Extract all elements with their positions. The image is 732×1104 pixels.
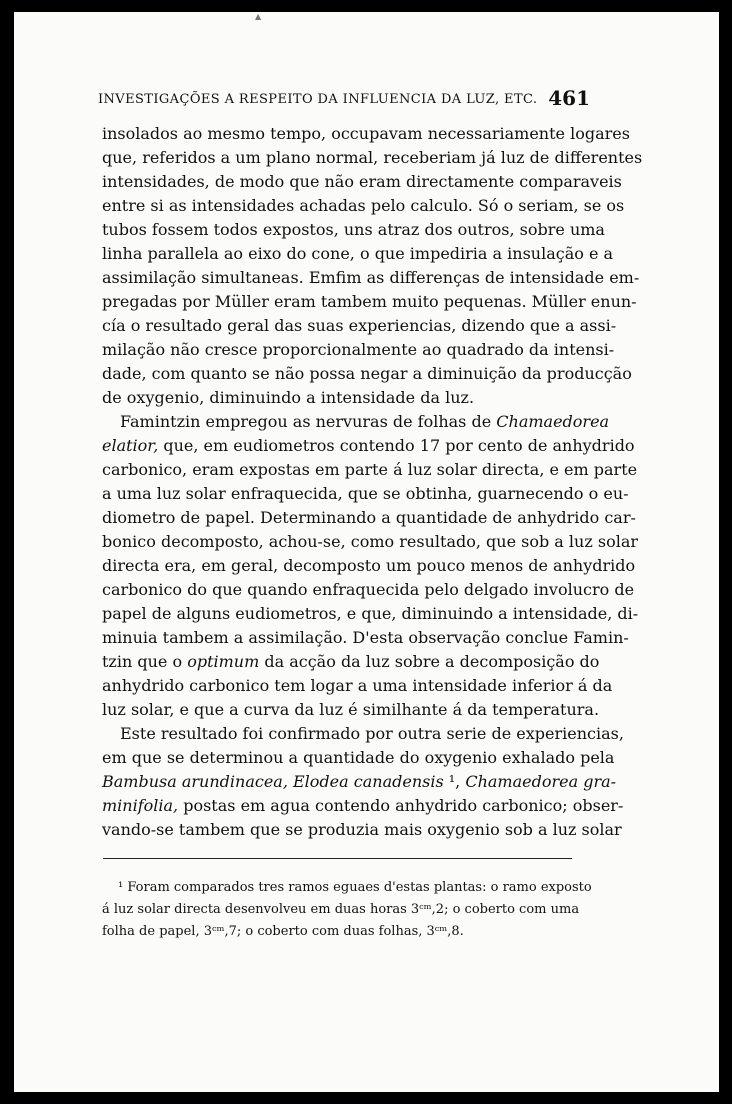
text-line: minuia tambem a assimilação. D'esta observação conclue Famin- <box>102 628 629 647</box>
text-line: minifolia, postas em agua contendo anhydrido carbonico; obser- <box>102 796 624 815</box>
text-line: carbonico, eram expostas em parte á luz solar directa, e em parte <box>102 460 638 479</box>
footnote <box>102 877 592 943</box>
text-line: luz solar, e que a curva da luz é similhante á da temperatura. <box>102 700 600 719</box>
footnote-line: ¹ Foram comparados tres ramos eguaes d'estas plantas: o ramo exposto <box>118 880 592 895</box>
text-line: de oxygenio, diminuindo a intensidade da luz. <box>102 388 475 407</box>
text-line: insolados ao mesmo tempo, occupavam necessariamente logares <box>102 124 630 143</box>
text-line: a uma luz solar enfraquecida, que se obtinha, guarnecendo o eu- <box>102 484 629 503</box>
text-line: carbonico do que quando enfraquecida pelo delgado involucro de <box>102 580 635 599</box>
book-page <box>14 12 719 1092</box>
page-header <box>98 82 590 118</box>
text-line: diometro de papel. Determinando a quantidade de anhydrido car- <box>102 508 636 527</box>
body-text <box>102 122 643 842</box>
footnote-line: á luz solar directa desenvolveu em duas horas 3ᶜᵐ,2; o coberto com uma <box>102 902 580 917</box>
text-line: elatior, que, em eudiometros contendo 17 por cento de anhydrido <box>102 436 635 455</box>
running-head: INVESTIGAÇÕES A RESPEITO DA INFLUENCIA DA LUZ, ETC. <box>98 92 538 107</box>
text-line: intensidades, de modo que não eram directamente comparaveis <box>102 172 622 191</box>
text-line: vando-se tambem que se produzia mais oxygenio sob a luz solar <box>102 820 622 839</box>
text-line: dade, com quanto se não possa negar a diminuição da producção <box>102 364 632 383</box>
text-line: assimilação simultaneas. Emfim as differenças de intensidade em- <box>102 268 640 287</box>
text-line: papel de alguns eudiometros, e que, diminuindo a intensidade, di- <box>102 604 639 623</box>
text-line: cía o resultado geral das suas experiencias, dizendo que a assi- <box>102 316 617 335</box>
text-line: tubos fossem todos expostos, uns atraz dos outros, sobre uma <box>102 220 605 239</box>
text-line: pregadas por Müller eram tambem muito pequenas. Müller enun- <box>102 292 637 311</box>
text-line: anhydrido carbonico tem logar a uma intensidade inferior á da <box>102 676 613 695</box>
text-line: linha parallela ao eixo do cone, o que impediria a insulação e a <box>102 244 614 263</box>
page-number: 461 <box>548 86 590 110</box>
footnote-line: folha de papel, 3ᶜᵐ,7; o coberto com duas folhas, 3ᶜᵐ,8. <box>102 924 464 939</box>
text-line: Bambusa arundinacea, Elodea canadensis ¹, Chamaedorea gra- <box>102 772 617 791</box>
text-line: directa era, em geral, decomposto um pouco menos de anhydrido <box>102 556 636 575</box>
text-line: tzin que o optimum da acção da luz sobre a decomposição do <box>102 652 600 671</box>
text-line: Este resultado foi confirmado por outra serie de experiencias, <box>120 724 624 743</box>
text-line: milação não cresce proporcionalmente ao quadrado da intensi- <box>102 340 615 359</box>
text-line: em que se determinou a quantidade do oxygenio exhalado pela <box>102 748 615 767</box>
footnote-rule <box>103 858 572 859</box>
text-line: bonico decomposto, achou-se, como resultado, que sob a luz solar <box>102 532 639 551</box>
print-mark: ▲ <box>255 12 262 21</box>
text-line: Famintzin empregou as nervuras de folhas de Chamaedorea <box>120 412 610 431</box>
text-line: entre si as intensidades achadas pelo calculo. Só o seriam, se os <box>102 196 625 215</box>
text-line: que, referidos a um plano normal, receberiam já luz de differentes <box>102 148 643 167</box>
